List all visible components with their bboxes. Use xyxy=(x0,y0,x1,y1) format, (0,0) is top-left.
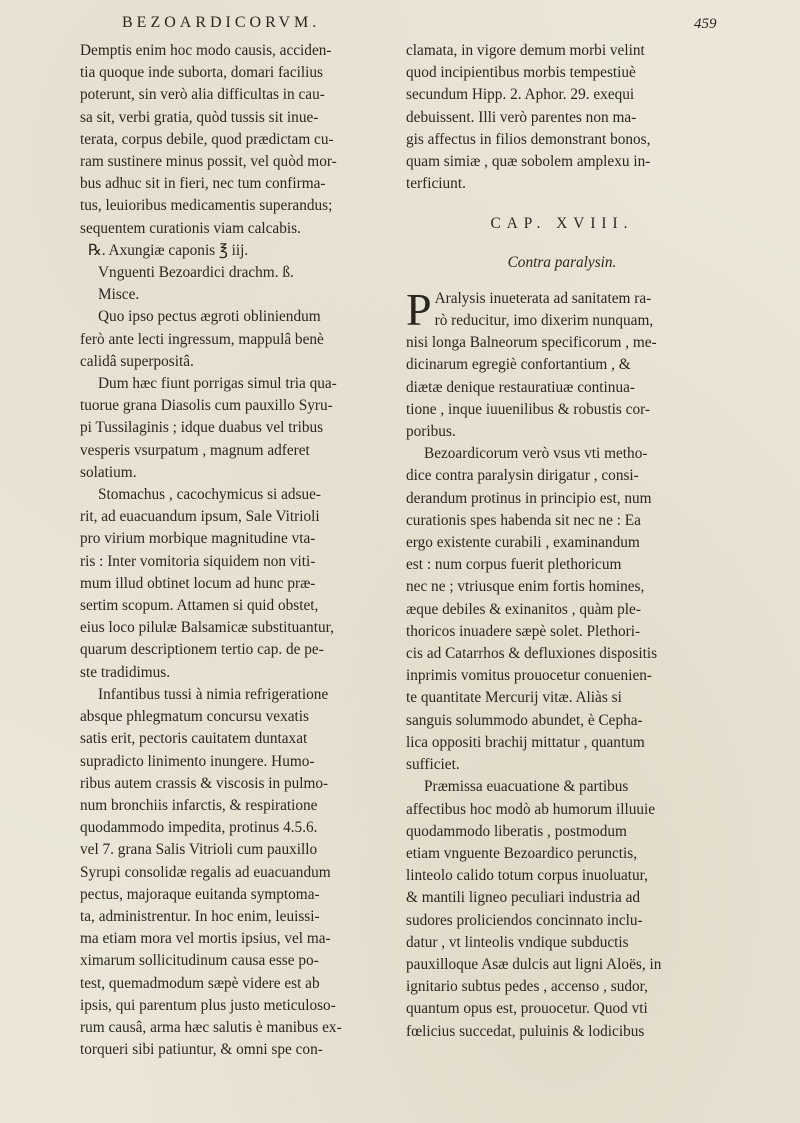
text-line: sufficiet. xyxy=(406,756,460,774)
text-line: quodammodo impedita, protinus 4.5.6. xyxy=(80,819,318,837)
running-title: BEZOARDICORVM. xyxy=(122,14,321,31)
text-line: solatium. xyxy=(80,463,137,481)
text-line: poterunt, sin verò alia difficultas in cau- xyxy=(80,86,325,104)
text-line: pi Tussilaginis ; idque duabus vel tribus xyxy=(80,419,324,437)
text-line: cis ad Catarrhos & defluxiones dispositis xyxy=(406,645,658,663)
text-line: sequentem curationis viam calcabis. xyxy=(80,219,301,237)
page-header xyxy=(0,14,800,38)
text-line: sertim scopum. Attamen si quid obstet, xyxy=(80,597,319,615)
text-line: est : num corpus fuerit plethoricum xyxy=(406,556,622,574)
text-line: ferò ante lecti ingressum, mappulâ benè xyxy=(80,330,324,348)
chapter-opening xyxy=(406,283,718,335)
text-line: linteolo calido totum corpus inuoluatur, xyxy=(406,867,648,885)
text-line: poribus. xyxy=(406,423,456,441)
text-line: num bronchiis infarctis, & respiratione xyxy=(80,796,318,814)
chapter-subtitle: Contra paralysin. xyxy=(507,253,617,271)
text-line: ma etiam mora vel mortis ipsius, vel ma- xyxy=(80,930,331,948)
text-line: Quo ipso pectus ægroti obliniendum xyxy=(98,308,321,326)
text-line: sanguis solummodo abundet, è Cepha- xyxy=(406,711,643,729)
text-line: tione , inque iuuenilibus & robustis cor- xyxy=(406,400,650,418)
text-line: nisi longa Balneorum specificorum , me- xyxy=(406,334,657,352)
text-line: gis affectus in filios demonstrant bonos, xyxy=(406,130,651,148)
text-line: calidâ superpositâ. xyxy=(80,352,194,370)
text-line: affectibus hoc modò ab humorum illuuie xyxy=(406,800,656,818)
text-line: pauxilloque Asæ dulcis aut ligni Aloës, in xyxy=(406,955,662,973)
text-line: diætæ denique restauratiuæ continua- xyxy=(406,378,635,396)
text-line: dice contra paralysin dirigatur , consi- xyxy=(406,467,639,485)
text-line: tus, leuioribus medicamentis superandus; xyxy=(80,197,333,215)
text-line: supradicto linimento inungere. Humo- xyxy=(80,752,315,770)
text-line: Dum hæc fiunt porrigas simul tria qua- xyxy=(98,375,337,393)
text-line: Syrupi consolidæ regalis ad euacuandum xyxy=(80,863,331,881)
text-line: quam simiæ , quæ sobolem amplexu in- xyxy=(406,153,651,171)
text-line: Bezoardicorum verò vsus vti metho- xyxy=(424,445,648,463)
text-line: pectus, majoraque euitanda symptoma- xyxy=(80,885,320,903)
text-line: te quantitate Mercurij vitæ. Aliàs si xyxy=(406,689,622,707)
text-line: ribus autem crassis & viscosis in pulmo- xyxy=(80,774,329,792)
text-line: bus adhuc sit in fieri, nec tum confirma- xyxy=(80,175,326,193)
text-line: Stomachus , cacochymicus si adsue- xyxy=(98,486,322,504)
chapter-body xyxy=(406,332,718,1043)
text-line: mum illud obtinet locum ad hunc præ- xyxy=(80,574,316,592)
text-line: Infantibus tussi à nimia refrigeratione xyxy=(98,685,329,703)
text-line: sa sit, verbi gratia, quòd tussis sit inue- xyxy=(80,108,319,126)
chapter-first-lines xyxy=(406,283,718,335)
text-line: datur , vt linteolis vndique subductis xyxy=(406,933,629,951)
text-line: tuorue grana Diasolis cum pauxillo Syru- xyxy=(80,397,333,415)
text-line: Demptis enim hoc modo causis, acciden- xyxy=(80,42,332,59)
text-line: secundum Hipp. 2. Aphor. 29. exequi xyxy=(406,86,635,104)
text-line: rum causâ, arma hæc salutis è manibus ex- xyxy=(80,1018,342,1036)
text-line: ris : Inter vomitoria siquidem non viti- xyxy=(80,552,316,570)
text-line: Aralysis inueterata ad sanitatem ra- xyxy=(434,289,652,307)
text-line: æque debiles & exinanitos , quàm ple- xyxy=(406,600,641,618)
right-column-continuation xyxy=(406,40,718,195)
text-line: Præmissa euacuatione & partibus xyxy=(424,778,629,796)
text-line: ste tradidimus. xyxy=(80,663,171,681)
text-line: quodammodo liberatis , postmodum xyxy=(406,822,627,840)
text-line: rit, ad euacuandum ipsum, Sale Vitrioli xyxy=(80,508,320,526)
text-line: debuissent. Illi verò parentes non ma- xyxy=(406,108,637,126)
text-line: tia quoque inde suborta, domari facilius xyxy=(80,64,323,82)
text-line: ram sustinere minus possit, vel quòd mor- xyxy=(80,153,337,171)
text-line: absque phlegmatum concursu vexatis xyxy=(80,708,309,726)
text-line: thoricos inuadere sæpè solet. Plethori- xyxy=(406,622,641,640)
text-line: rò reducitur, imo dixerim nunquam, xyxy=(434,312,654,330)
text-line: satis erit, pectoris cauitatem duntaxat xyxy=(80,730,308,748)
text-line: clamata, in vigore demum morbi velint xyxy=(406,42,645,59)
text-line: lica oppositi brachij mittatur , quantum xyxy=(406,733,645,751)
text-line: ipsis, qui parentum plus justo meticuloso- xyxy=(80,996,336,1014)
chapter-heading: CAP. XVIII. xyxy=(490,215,634,233)
text-line: ergo existente curabili , examinandum xyxy=(406,534,640,552)
text-line: quantum opus est, prouocetur. Quod vti xyxy=(406,1000,648,1018)
text-line: ℞. Axungiæ caponis ℥ iij. xyxy=(88,241,249,259)
left-column xyxy=(80,40,398,1061)
text-line: vesperis vsurpatum , magnum adferet xyxy=(80,441,310,459)
text-line: ximarum sollicitudinum causa esse po- xyxy=(80,952,319,970)
text-line: terficiunt. xyxy=(406,175,466,193)
text-line: nec ne ; vtriusque enim fortis homines, xyxy=(406,578,645,596)
text-line: Misce. xyxy=(98,286,140,304)
text-line: Vnguenti Bezoardici drachm. ß. xyxy=(98,264,294,282)
text-line: dicinarum egregiè confortantium , & xyxy=(406,356,631,374)
text-line: ignitario subtus pedes , accenso , sudor, xyxy=(406,978,648,996)
text-line: test, quemadmodum sæpè videre est ab xyxy=(80,974,320,992)
text-line: eius loco pilulæ Balsamicæ substituantur, xyxy=(80,619,334,637)
text-line: sudores proliciendos concinnato inclu- xyxy=(406,911,643,929)
drop-initial: P xyxy=(406,283,432,335)
text-line: ta, administrentur. In hoc enim, leuissi- xyxy=(80,907,320,925)
text-line: fœlicius succedat, puluinis & lodicibus xyxy=(406,1022,645,1040)
text-line: vel 7. grana Salis Vitrioli cum pauxillo xyxy=(80,841,318,859)
text-line: etiam vnguente Bezoardico perunctis, xyxy=(406,844,638,862)
text-line: terata, corpus debile, quod prædictam cu- xyxy=(80,130,334,148)
text-line: quarum descriptionem tertio cap. de pe- xyxy=(80,641,324,659)
text-line: curationis spes habenda sit nec ne : Ea xyxy=(406,511,641,529)
text-line: pro virium morbique magnitudine vta- xyxy=(80,530,316,548)
text-line: derandum protinus in principio est, num xyxy=(406,489,652,507)
text-line: quod incipientibus morbis tempestiuè xyxy=(406,64,636,82)
text-line: inprimis vomitus prouocetur conuenien- xyxy=(406,667,652,685)
right-column xyxy=(406,40,718,1043)
text-line: torqueri sibi patiuntur, & omni spe con- xyxy=(80,1041,323,1059)
text-line: & mantili ligneo peculiari industria ad xyxy=(406,889,641,907)
page-number: 459 xyxy=(694,16,717,32)
